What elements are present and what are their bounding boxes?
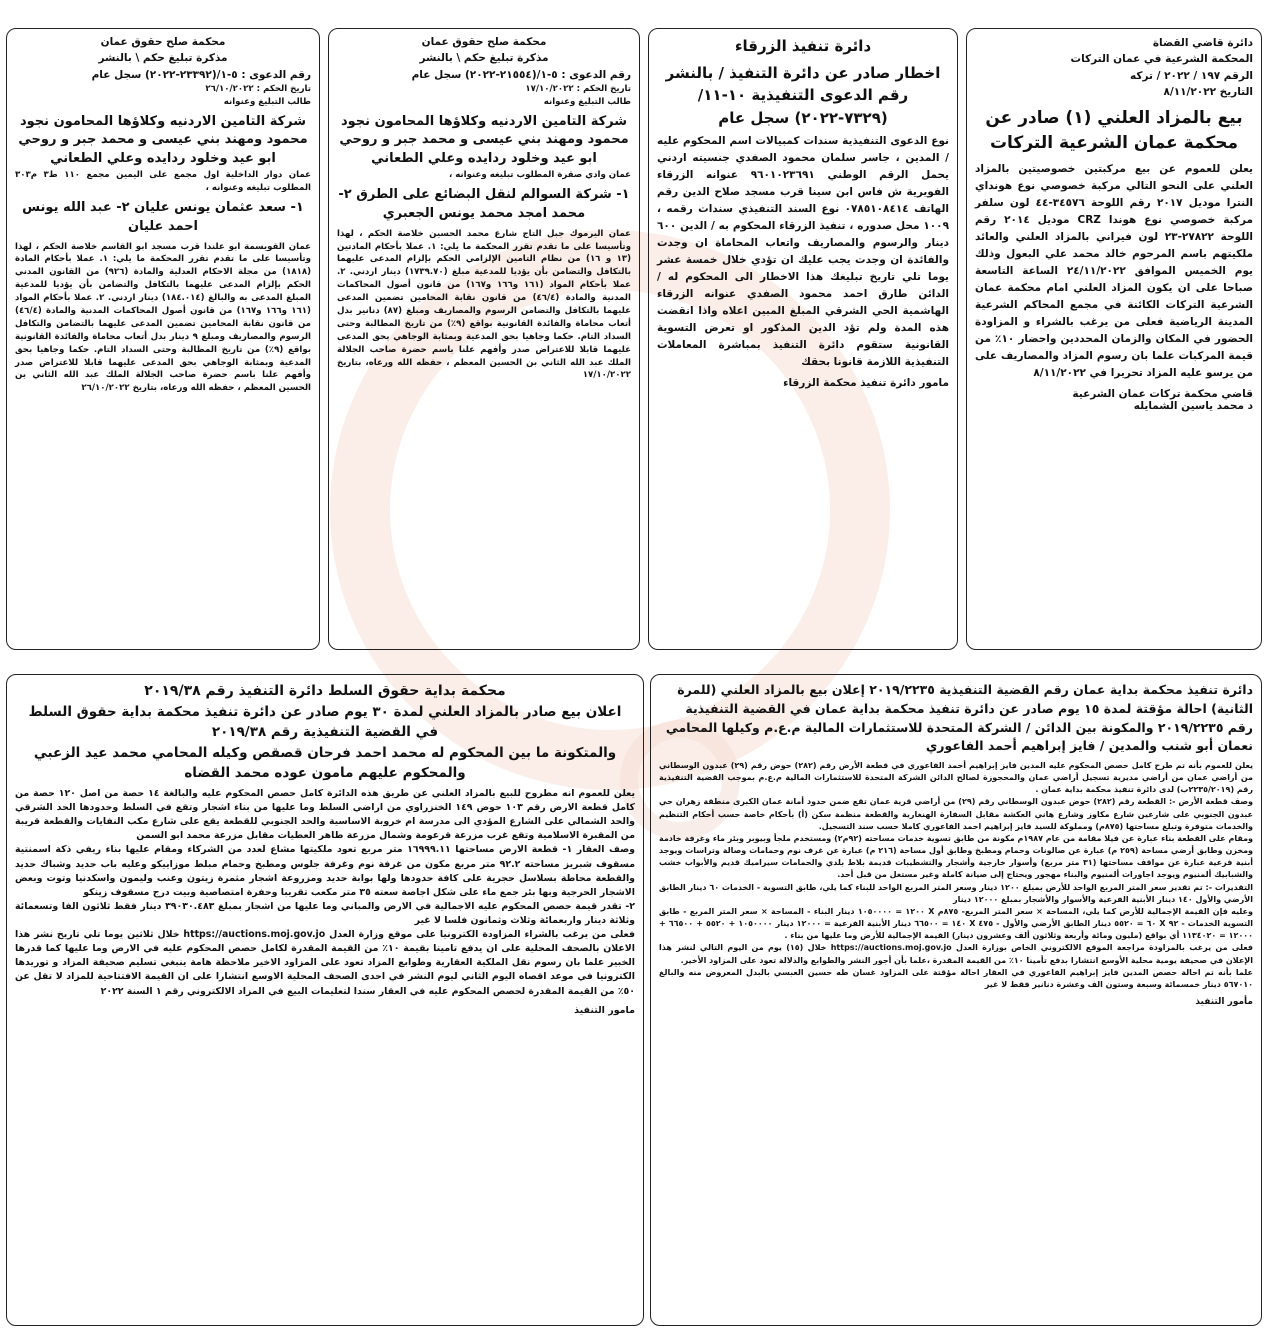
- land-description: وصف قطعة الأرض -: القطعة رقم (٢٨٢) حوض عبدون الوسطاني رقم (٢٩) من أراضي قرية عمان تقع ضمن حدود أمانة عمان الكبرى منطقة زهران حي عبدون الجنوبي على شارعين شارع مكاوز وشارع هاني العكشة مقابل السفارة الهنغارية والقطعة منظمة سكن (أ) بأحكام خاصة حسب أحكام التنظيم والخدمات متوفرة وتبلغ مساحتها (٨٧٥م) ومملوكة للسيد فايز إبراهيم احمد الفاعوري كاملا حسب سند التسجيل.: [659, 797, 1253, 831]
- header-line: محكمة صلح حقوق عمان: [421, 36, 547, 48]
- valuation: ٢- تقدر قيمة حصص المحكوم عليه الاجمالية في الارض والمباني وما عليها من اشجار بمبلغ ٣٩٠٣٠.٤٨٣ دينار فقط ثلاثون الفا وتسعمائة وثلاثة دينار واربعمائة وثلاث وثمانون فلسا لا غير: [15, 900, 635, 926]
- notice-title: دائرة تنفيذ الزرقاء: [734, 37, 872, 55]
- notice-signature: مأمور التنفيذ: [1195, 996, 1253, 1007]
- building-description: ومقام على القطعة بناء عبارة عن فيلا مقامة من عام ١٩٨٧م مكونة من طابق تسوية خدمات مساحته (٩٢م٢) ومستخدم ملجأ وبيوبر وبئر ماء وغرفة خادمة ومخزن وطابق أرضي مساحة (٢٥٩ م) عبارة عن صالونات وحمام ومطبخ وطابق أول مساحة (٢١٦ م) عبارة عن غرف نوم وحمامات وصالة وتراسات ويوجد أبنية فرعية عبارة عن مواقف مساحتها (٣١ متر مربع) وأسوار خارجية وأشجار والتشطيبات قديمة بلاط بلدي والحمامات سيراميك قديم والأبواب خشب والشبابيك ألمنيوم ويوجد اجاورات ألمنيوم والبناء مهجور ويحتاج إلى صيانة كاملة وغير مستغل من قبل أحد.: [659, 833, 1254, 880]
- case-meta: [337, 67, 631, 109]
- plaintiff-party: شركة التامين الاردنيه وكلاؤها المحامون نجود محمود ومهند بني عيسى و محمد جبر و روحي ابو عيد وخلود ردايده وعلي الطعاني: [18, 113, 308, 167]
- provisional-award: علما بأنه تم احالة حصص المدين فايز إبراهيم الفاعوري في العقار احالة مؤقتة على المزاود غسان طه حسين العبسي بالبدل المعروض منه والبالغ ٥٦٧٠١٠ دينار خمسمائة وسبعة وستون الف وعشرة دنانير فقط لا غير: [659, 967, 1253, 989]
- signature-line: قاضي محكمة تركات عمان الشرعية: [1072, 388, 1253, 401]
- case-number: رقم الدعوى : ٥-١/(٢٣٣٩٢-٢٠٢٢) سجل عام: [91, 68, 311, 81]
- defendant-party: ١- سعد عثمان يونس عليان ٢- عبد الله يونس احمد عليان: [22, 199, 304, 234]
- notice-header: [337, 35, 631, 67]
- notice-title: دائرة تنفيذ محكمة بداية عمان رقم القضية التنفيذية ٢٠١٩/٢٢٣٥ إعلان بيع بالمزاد العلني (للمرة الثانية) احالة مؤقتة لمدة ١٥ يوم صادر عن دائرة تنفيذ محكمة بداية عمان في القضية التنفيذية رقم ٢٠١٩/٢٢٣٥ والمكونة بين الدائن / الشركة المتحدة للاستثمارات المالية م.ع.م وكيلها المحامي نعمان أبو شنب والمدين / فايز إبراهيم أحمد الفاعوري: [665, 682, 1253, 754]
- notice-body: يعلن للعموم عن بيع مركبتين خصوصيتين بالمزاد العلني على النحو التالي مركبة خصوصي نوع هونداي النترا موديل ٢٠١٧ رقم اللوحة ٣٤٥٧٦-٤٤ لون سلفر مركبة خصوصي نوع هوندا CRZ موديل ٢٠١٤ رقم اللوحة ٢٧٨٢٢-٢٣ لون فيراني بالمزاد العلني والعائد ملكيتهم باسم المرحوم خالد محمد علي البعول وذلك يوم الخميس الموافق ٢٤/١١/٢٠٢٢ الساعة التاسعة صباحا على ان يكون المزاد العلني امام محكمة عمان الشرعية التركات الكائنة في مجمع المحاكم الشرعية المدينة الرياضية فعلى من يرغب بالشراء و المزاودة الحضور في المكان والزمان المحددين واحضار ١٠٪ من قيمة المركبات علما بان رسوم المزاد والمصاريف على من يرسو عليه المزاد تحريرا في ٨/١١/٢٠٢٢: [975, 163, 1254, 380]
- notice-body-intro: يعلن للعموم بأنه تم طرح كامل حصص المحكوم عليه المدين فايز إبراهيم أحمد الفاعوري في قطعة الأرض رقم (٢٨٢) حوض رقم (٢٩) عبدون الوسطاني من أراضي عمان من أراضي مديرية تسجيل أراضي عمان والمحجوزة لصالح الدائن الشركة المتحدة للاستثمارات المالية م.ع.م بموجب القضية التنفيذية رقم (٢٢٣٥/٢٠١٩ب) لدى دائرة تنفيذ محكمة بداية عمان .: [659, 761, 1254, 795]
- notice-sharia-court-auction: [966, 28, 1262, 650]
- notice-amman-first-instance-auction: [650, 674, 1262, 1326]
- notice-signature: [975, 388, 1253, 412]
- property-description: وصف العقار ١- قطعة الارض مساحتها ١٦٩٩٩.١١ متر مربع تعود ملكيتها مشاع لعدد من الشركاء ومقام عليها بناء ريفي ذكة اسمنتية مسقوف شبريز مساحته ٩٢.٢ متر مربع مكون من غرفة نوم وغرفة جلوس ومطبخ وحمام مبلط موزاييكو وعليه باب حديد وشباك حديد والقطعة محاطة بسلاسل حجرية على كافة حدودها ولها بوابة حديد ومزروعة اشجار مثمرة زيتون وعنب وليمون واسكدنيا وتوت وبعض الاشجار الحرجية وبها بئر جمع ماء على شكل اجاصة سعته ٣٥ متر مكعب تقريبا وحفرة امتصاصية وبيت درج مسقوف زينكو: [15, 844, 636, 898]
- defendant-party: ١- شركة السوالم لنقل البضائع على الطرق ٢- محمد امجد محمد يونس الجعبري: [338, 186, 630, 221]
- notice-body: نوع الدعوى التنفيذية سندات كمبيالات اسم المحكوم عليه / المدين ، جاسر سلمان محمود الصفدي جنسيته اردني يحمل الرقم الوطني ٩٦٠١٠٢٣٦٩١ عنوانه الزرقاء الفويرية ش فاس ابن سينا قرب مسجد صلاح الدين رقم الهاتف ٠٧٨٥١٠٨٤١٤ نوع السند التنفيذي سندات رقمه ، ١٠٠٩ محل صدوره ، تنفيذ الزرقاء المحكوم به / الدين ٦٠٠ دينار والرسوم والمصاريف واتعاب المحاماة ان وجدت والفائدة ان وجدت يجب عليك ان تؤدي خلال خمسة عشر يوما تلي تاريخ تبليغك هذا الاخطار الى المحكوم له / الدائن طارق احمد محمود الصفدي عنوانه الزرقاء الهاشمية الحي الشرقي المبلغ المبين اعلاه واذا انقضت هذه المدة ولم تؤد الدين المذكور او تعرض التسوية القانونية ستقوم دائرة التنفيذ بمباشرة المعاملات التنفيذية اللازمة قانونا بحقك: [657, 135, 949, 368]
- notice-title: بيع بالمزاد العلني (١) صادر عن محكمة عمان الشرعية التركات: [985, 108, 1243, 153]
- header-line: التاريخ ٨/١١/٢٠٢٢: [1163, 85, 1253, 98]
- notice-body: عمان القويسمة ابو علندا قرب مسجد ابو القاسم خلاصة الحكم ، لهذا وتأسيسا على ما تقدم تقرر المحكمة ما يلي: ١. عملا بأحكام المادة (١٨١٨) من مجلة الاحكام العدلية والمادة (٩٢٦) من القانون المدني الحكم بإلزام المدعى عليهما بالتكافل والتضامن بأن يؤديا للمدعية المبلغ المدعى به والبالغ (١٨٤.٠١٤) دينار اردني. ٢. عملا بأحكام المواد (١٦١ و١٦٦ و١٦٧) من قانون أصول المحاكمات المدنية والمادة (٤٦/٤) من قانون نقابة المحامين تضمين المدعى عليهما بالتضامن والتكافل الرسوم والمصاريف ومبلغ ٩ دينار بدل أتعاب محاماة والفائدة القانونية بواقع (٩٪) من تاريخ المطالبة وحتى السداد التام. حكما وجاهيا بحق المدعية وبمثابة الوجاهي بحق المدعى عليهما قابلا للاعتراض صدر وأفهم علنا باسم حضرة صاحب الجلالة الملك عبد الله الثاني بن الحسين المعظم ، حفظه الله ورعاه، بتاريخ ٢٦/١٠/٢٠٢٢: [15, 241, 311, 394]
- notice-signature: مامور التنفيذ: [574, 1004, 635, 1016]
- case-number: رقم الدعوى : ٥-١/(٢١٥٥٤-٢٠٢٢) سجل عام: [411, 68, 631, 81]
- notice-salt-first-instance-auction: [6, 674, 644, 1326]
- valuation-total: وعليه فإن القيمة الإجمالية للأرض كما يلي، المساحة × سعر المتر المربع- ٨٧٥م X ١٢٠٠ = ١٠٥٠٠٠٠ دينار البناء - المساحة × سعر المتر المربع - طابق التسوية الخدمات - ٩٢ X ٦٠ = ٥٥٢٠ دينار الطابق الأرضي والأول - ٤٧٥ X ١٤٠ = ٦٦٥٠٠ دينار الأبنية الفرعية = ١٢٠٠٠ دينار ١٠٥٠٠٠٠ + ٥٥٢٠ + ٦٦٥٠٠ + ١٢٠٠٠ = ١١٣٤٠٢٠ أي بواقع (مليون ومائة وأربعة وثلاثون ألف وعشرون دينار) القيمة الإجمالية للأرض وما عليها من بناء .: [659, 906, 1254, 941]
- notice-title: محكمة بداية حقوق السلط دائرة التنفيذ رقم ٢٠١٩/٣٨: [144, 683, 506, 699]
- notice-signature: مامور دائرة تنفيذ محكمة الزرقاء: [783, 377, 949, 389]
- plaintiff-party: شركة التامين الاردنيه وكلاؤها المحامون نجود محمود ومهند بني عيسى و محمد جبر و روحي ابو عيد وخلود ردايده وعلي الطعاني: [339, 113, 629, 167]
- header-line: محكمة صلح حقوق عمان: [100, 36, 226, 48]
- judgment-date: تاريخ الحكم : ١٧/١٠/٢٠٢٢: [525, 83, 631, 94]
- judgment-date: تاريخ الحكم : ٢٦/١٠/٢٠٢٢: [205, 83, 311, 94]
- notice-parties: والمتكونة ما بين المحكوم له محمد احمد فرحان قصقص وكيله المحامي محمد عيد الزعبي والمحكوم عليهم مامون عوده محمد القضاه: [33, 744, 617, 781]
- header-line: الرقم ١٩٧ / ٢٠٢٢ / تركه: [1130, 69, 1253, 82]
- notice-body-intro: يعلن للعموم انه مطروح للبيع بالمزاد العلني عن طريق هذه الدائرة كامل حصص المحكوم عليه والبالغة ١٤ حصة من اصل ١٢٠ حصة من كامل قطعة الارض رقم ١٠٣ حوض ١٤٩ الخنزراوي من اراضي السلط وما عليها من بناء اشجار وتقع في السلط وحدودها الحد الشرقي والحد الشمالي على الشارع المؤدي الى مدرسة ام خروبة الاساسية والحد الجنوبي للقطعة يقع على شارع مكب النفايات والقطعة قريبة من المقبرة الاسلامية وتقع غرب مزرعة قرعومة وشمال مزرعة طاهر العطيات مقابل مزرعة محمد ابو السمن: [15, 788, 635, 842]
- signature-line: د محمد ياسين الشمايله: [1133, 400, 1253, 413]
- notice-subtitle: اعلان بيع صادر بالمزاد العلني لمدة ٣٠ يوم صادر عن دائرة تنفيذ محكمة بداية حقوق السلط في القضية التنفيذية رقم ٢٠١٩/٣٨: [28, 704, 622, 741]
- requester-label: طالب التبليغ وعنوانه: [543, 96, 631, 107]
- plaintiff-address: عمان وادي صقرة المطلوب تبليغه وعنوانه ،: [448, 170, 631, 181]
- case-meta: [15, 67, 311, 109]
- header-line: دائرة قاضي القضاة: [1152, 37, 1253, 49]
- valuation: التقديرات -: تم تقدير سعر المتر المربع الواحد للأرض بمبلغ ١٢٠٠ دينار وسعر المتر المربع الواحد للبناء كما يلي، طابق التسوية - الخدمات ٦٠ دينار الطابق الأرضي والأول ١٤٠ دينار الأبنية الفرعية والأسوار والأشجار بمبلغ ١٢٠٠٠ دينار: [659, 882, 1253, 904]
- requester-label: طالب التبليغ وعنوانه: [223, 96, 311, 107]
- bidding-instructions: فعلى من يرغب بالشراء المزاودة الكترونيا على موقع وزارة العدل https://auctions.moj.gov.jo خلال ثلاثين يوما تلي تاريخ نشر هذا الاعلان بالصحف المحلية على ان يدفع تامينا بقيمة ١٠٪ من القيمة المقدرة لكامل حصص المحكوم عليه في الارض وما عليها كما قدرها الخبير علما بان رسوم نقل الملكية العقارية وطوابع المزاد تعود على المزاود الاخير ملاحظة هامة ينبغي تسليم صحيفة المزاد و توريدها الكترونيا في موعد اقصاه اليوم الثاني ليوم النشر في احدى الصحف المحلية الاوسع انتشارا على ان القيمة الافتتاحية للمزاد لا تقل عن ٥٠٪ من القيمة المقدرة لحصص المحكوم عليه في العقار سندا لتعليمات البيع في المزاد الالكتروني رقم ١ السنة ٢٠٢٢: [15, 929, 635, 997]
- header-line: مذكرة تبليغ حكم \ بالنشر: [98, 51, 228, 64]
- notice-header: [975, 35, 1253, 100]
- plaintiff-address: عمان دوار الداخلية اول مجمع على اليمين مجمع ١١٠ ط٣ م٣٠٣ المطلوب تبليغه وعنوانه ،: [15, 170, 312, 193]
- notice-body: عمان اليرموك جبل التاج شارع محمد الحسين خلاصة الحكم ، لهذا وتأسيسا على ما تقدم تقرر المحكمة ما يلي: ١. عملا بأحكام المادتين (١٣ و ١٦) من نظام التامين الإلزامي الحكم بإلزام المدعى عليهما بالتكافل والتضامن بأن يؤديا للمدعية مبلغ (١٧٣٩.٧٠) دينار اردني. ٢. عملا بأحكام المواد (١٦١ و١٦٦ و١٦٧) من قانون أصول المحاكمات المدنية والمادة (٤٦/٤) من قانون نقابة المحامين تضمين المدعى عليهما بالتكافل والتضامن الرسوم والمصاريف ومبلغ (٨٧) دنانير بدل أتعاب محاماة والفائدة القانونية بواقع (٩٪) من تاريخ المطالبة وحتى السداد التام. حكما وجاهيا بحق المدعية وبمثابة الوجاهي بحق المدعى عليهما قابلا للاعتراض صدر وأفهم علنا باسم حضرة صاحب الجلالة الملك عبد الله الثاني بن الحسين المعظم ، حفظه الله ورعاه، بتاريخ ١٧/١٠/٢٠٢٢: [337, 228, 632, 381]
- notice-amman-magistrate-2: [6, 28, 320, 650]
- header-line: مذكرة تبليغ حكم \ بالنشر: [419, 51, 549, 64]
- header-line: المحكمة الشرعية في عمان التركات: [1070, 53, 1253, 66]
- notice-amman-magistrate-1: [328, 28, 640, 650]
- notice-subtitle: اخطار صادر عن دائرة التنفيذ / بالنشر رقم الدعوى التنفيذية ١٠-١١/ (٧٣٢٩-٢٠٢٢) سجل عام: [665, 63, 941, 127]
- notice-header: [15, 35, 311, 67]
- bidding-instructions: فعلى من يرغب بالمزاودة مراجعة الموقع الالكتروني الخاص بوزارة العدل https://auctions.moj.gov.jo خلال (١٥) يوم من اليوم التالي لنشر هذا الإعلان في صحيفة يومية محلية الأوسع انتشارا بدفع تأمينا ١٠٪ من القيمة المقدرة ،علما بأن أجور النشر والطوابع والدلالة تعود على المزاود الأخير.: [659, 943, 1254, 965]
- notice-zarqa-execution: [648, 28, 958, 650]
